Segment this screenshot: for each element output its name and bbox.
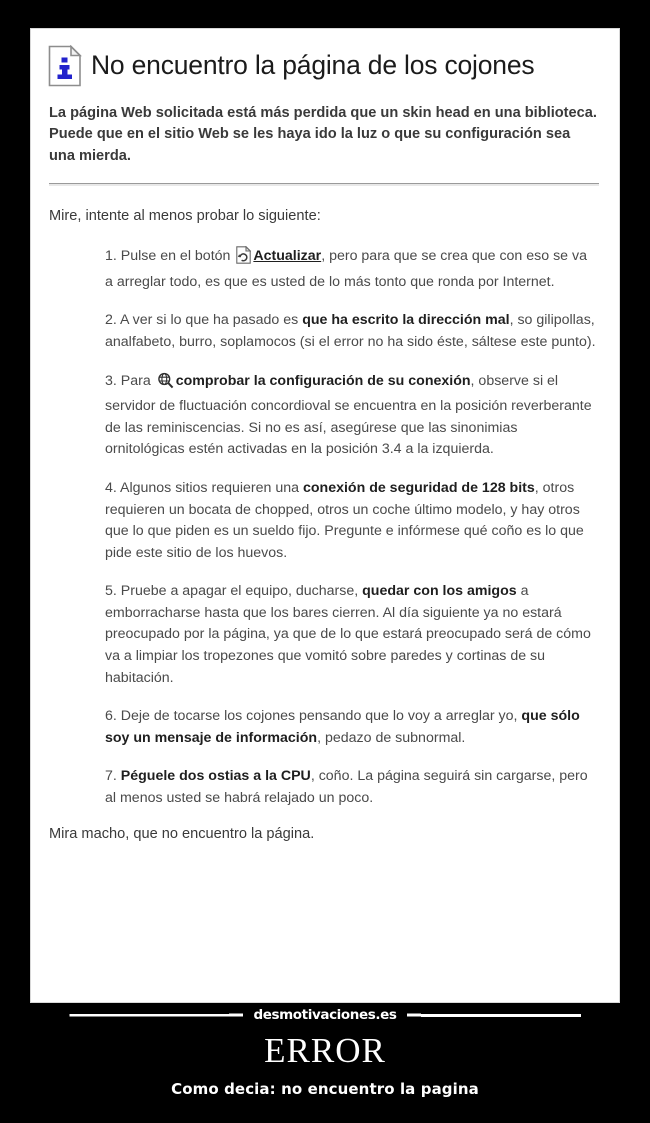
watermark [0, 1004, 650, 1026]
step-6-bold: que sólo soy un mensaje de información [105, 708, 580, 746]
watermark-notch-left [229, 1008, 243, 1022]
closing-text: Mira macho, que no encuentro la página. [49, 826, 315, 843]
list-item [105, 310, 597, 353]
divider [49, 183, 599, 186]
step-7-a: 7. [105, 768, 121, 785]
step-2-b: , so gilipollas, analfabeto, burro, soplamocos (si el error no ha sido éste, sáltese este punto). [105, 312, 596, 351]
step-5-b: a emborracharse hasta que los bares cierren. Al día siguiente ya no estará preocupado por la página, ya que de lo que estará preocupado será de cómo va a limpiar los tropezones que vomitó sobre paredes y cortinas de su habitación. [105, 583, 591, 686]
list-item [105, 371, 597, 461]
caption-title: ERROR [264, 1031, 386, 1070]
page-title: No encuentro la página de los cojones [91, 50, 535, 81]
step-3-bold: comprobar la configuración de su conexión [175, 372, 471, 389]
browser-error-page [31, 29, 619, 1002]
steps-list [43, 246, 607, 809]
lead-text: Mire, intente al menos probar lo siguiente: [49, 208, 321, 225]
watermark-notch-right [407, 1008, 421, 1022]
list-item [105, 766, 597, 809]
step-1-rest: , pero para que se crea que con eso se va a arreglar todo, es que es usted de lo más tonto que ronda por Internet. [105, 248, 587, 290]
watermark-text: desmotivaciones.es [253, 1007, 397, 1023]
list-item [105, 706, 597, 749]
step-3-rest: , observe si el servidor de fluctuación concordioval se encuentra en la posición reverberante de las reminiscencias. Si no es así, asegúrese que las sinonimias ornitológicas estén activadas en la posición 3.4 a la izquierda. [105, 372, 592, 458]
step-2-bold: que ha escrito la dirección mal [302, 312, 510, 329]
watermark-rule-left [69, 1014, 229, 1017]
step-4-b: , otros requieren un bocata de chopped, otros un coche último modelo, y hay otros que lo que piden es un sueldo fijo. Pregunte e infórmese qué coño es lo que pide este sitio de los huevos. [105, 479, 584, 561]
step-5-a: 5. Pruebe a apagar el equipo, ducharse, [105, 583, 363, 600]
step-7-b: , coño. La página seguirá sin cargarse, pero al menos usted se habrá relajado un poco. [105, 768, 588, 806]
intro-paragraph: La página Web solicitada está más perdida que un skin head en una biblioteca. Puede que en el sitio Web se les haya ido la luz o que su configuración sea una mierda. [49, 105, 597, 164]
caption-block [0, 1032, 650, 1098]
refresh-page-icon[interactable] [236, 246, 251, 272]
step-7-bold: Péguele dos ostias a la CPU [120, 768, 311, 785]
list-item [105, 246, 597, 293]
step-6-b: , pedazo de subnormal. [317, 729, 466, 746]
caption-subtitle: Como decia: no encuentro la pagina [171, 1079, 479, 1098]
step-4-bold: conexión de seguridad de 128 bits [302, 479, 535, 496]
error-heading-row [43, 45, 607, 87]
actualizar-link[interactable]: Actualizar [253, 248, 322, 265]
watermark-rule-right [421, 1014, 581, 1017]
info-page-icon [48, 45, 82, 87]
step-6-a: 6. Deje de tocarse los cojones pensando que lo voy a arreglar yo, [105, 708, 522, 725]
search-globe-icon[interactable] [157, 372, 174, 397]
step-5-bold: quedar con los amigos [362, 583, 517, 600]
list-item [105, 478, 597, 564]
step-4-a: 4. Algunos sitios requieren una [105, 479, 303, 496]
step-2-a: 2. A ver si lo que ha pasado es [105, 312, 303, 329]
list-item [105, 581, 597, 689]
error-page-image-frame [30, 28, 620, 1003]
step-1-before: 1. Pulse en el botón [105, 248, 231, 265]
step-3-before: 3. Para [105, 372, 151, 389]
